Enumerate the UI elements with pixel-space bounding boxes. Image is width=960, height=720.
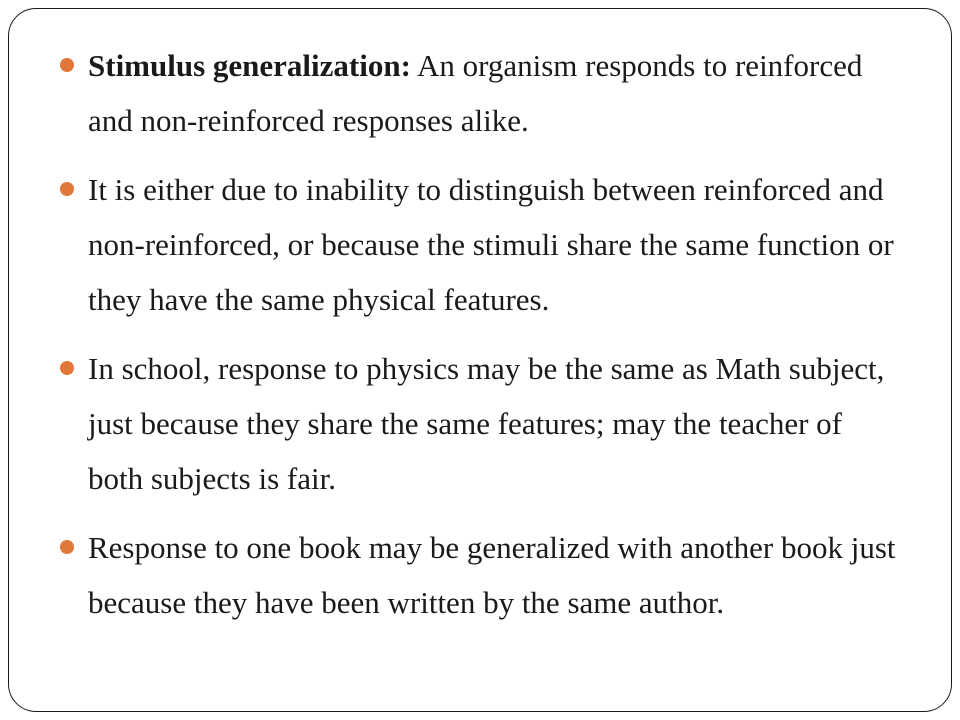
bullet-dot-icon xyxy=(60,182,74,196)
bullet-item-cause xyxy=(60,162,900,327)
bullet-text: Response to one book may be generalized with another book just because they have been written by the same author. xyxy=(88,530,896,620)
bullet-text: In school, response to physics may be the same as Math subject, just because they share the same features; may the teacher of both subjects is fair. xyxy=(88,351,885,496)
bullet-item-stimulus-generalization xyxy=(60,38,900,148)
bullet-term: Stimulus generalization: xyxy=(88,48,411,83)
bullet-dot-icon xyxy=(60,540,74,554)
bullet-text: It is either due to inability to distinguish between reinforced and non-reinforced, or because the stimuli share the same function or they have the same physical features. xyxy=(88,172,894,317)
bullet-item-school-example xyxy=(60,341,900,506)
bullet-item-book-example xyxy=(60,520,900,630)
bullet-dot-icon xyxy=(60,58,74,72)
slide-content xyxy=(60,38,900,644)
bullet-text: An organism responds to reinforced and non-reinforced responses alike. xyxy=(88,48,863,138)
bullet-dot-icon xyxy=(60,361,74,375)
bullet-list xyxy=(60,38,900,630)
